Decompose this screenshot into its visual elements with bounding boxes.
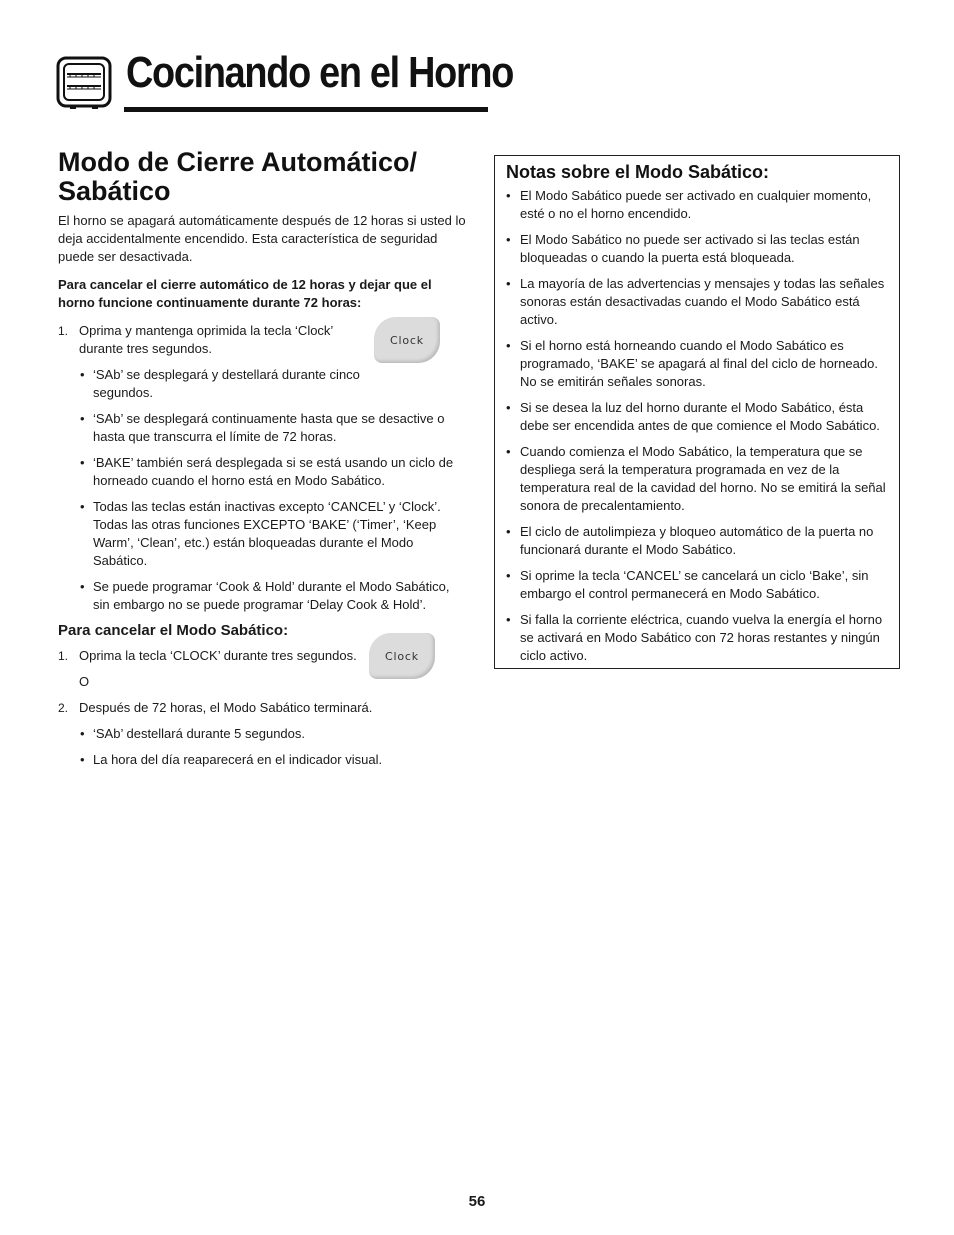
step-text: Después de 72 horas, el Modo Sabático terminará. (79, 700, 373, 715)
note-item: • Si se desea la luz del horno durante el Modo Sabático, ésta debe ser encendida antes de que comience el Modo Sabático. (506, 399, 887, 435)
cancel-auto-heading: Para cancelar el cierre automático de 12 horas y dejar que el horno funcione continuamente durante 72 horas: (58, 277, 432, 310)
list-item: • ‘SAb’ se desplegará continuamente hasta que se desactive o hasta que transcurra el límite de 72 horas. (58, 410, 466, 446)
cancel-step-1 (58, 647, 379, 665)
oven-icon (56, 56, 112, 110)
list-item: • La hora del día reaparecerá en el indicador visual. (58, 751, 466, 769)
notes-title: Notas sobre el Modo Sabático: (506, 162, 770, 182)
step-number: 2. (58, 701, 69, 715)
note-item: • La mayoría de las advertencias y mensajes y todas las señales sonoras están desactivadas cuando el Modo Sabático está activo. (506, 275, 887, 329)
list-item: • ‘BAKE’ también será desplegada si se está usando un ciclo de horneado cuando el horno está en Modo Sabático. (58, 454, 466, 490)
cancel-sabbath-heading: Para cancelar el Modo Sabático: (58, 622, 289, 639)
note-item: • El Modo Sabático no puede ser activado si las teclas están bloqueadas o cuando la puerta está bloqueada. (506, 231, 887, 267)
note-item: • Si falla la corriente eléctrica, cuando vuelva la energía el horno se activará en Modo Sabático con 72 horas restantes y ningún ciclo activo. (506, 611, 887, 665)
clock-key-button[interactable]: Clock (374, 317, 440, 363)
note-item: • Cuando comienza el Modo Sabático, la temperatura que se despliega será la temperatura programada en vez de la temperatura real de la cavidad del horno. No se emitirá la señal sonora de precalentamiento. (506, 443, 887, 515)
title-underline (124, 107, 488, 112)
note-item: • Si oprime la tecla ‘CANCEL’ se cancelará un ciclo ‘Bake’, sin embargo el control permanecerá en Modo Sabático. (506, 567, 887, 603)
step-number: 1. (58, 324, 69, 338)
cancel-step-2 (58, 699, 466, 717)
intro-text: El horno se apagará automáticamente después de 12 horas si usted lo deja accidentalmente encendido. Esta característica de seguridad puede ser desactivada. (58, 213, 466, 264)
step-number: 1. (58, 649, 69, 663)
list-item: • Se puede programar ‘Cook & Hold’ durante el Modo Sabático, sin embargo no se puede programar ‘Delay Cook & Hold’. (58, 578, 466, 614)
sabbath-mode-section (58, 148, 466, 777)
page-header (56, 48, 514, 114)
list-item: • ‘SAb’ se desplegará y destellará durante cinco segundos. (58, 366, 373, 402)
or-text: O (79, 674, 90, 689)
list-item: • Todas las teclas están inactivas excepto ‘CANCEL’ y ‘Clock’. Todas las otras funciones EXCEPTO ‘BAKE’ (‘Timer’, ‘Keep Warm’, ‘Clean’, etc.) están bloqueadas durante el Modo Sabático. (58, 498, 466, 570)
step-text: Oprima y mantenga oprimida la tecla ‘Clock’ durante tres segundos. (79, 323, 333, 356)
sabbath-notes-box (494, 155, 900, 669)
step-1 (58, 322, 369, 358)
note-item: • El ciclo de autolimpieza y bloqueo automático de la puerta no funcionará durante el Modo Sabático. (506, 523, 887, 559)
list-item: • ‘SAb’ destellará durante 5 segundos. (58, 725, 466, 743)
section-title: Modo de Cierre Automático/ Sabático (58, 147, 418, 206)
page-title: Cocinando en el Horno (126, 48, 514, 97)
clock-key-button[interactable]: Clock (369, 633, 435, 679)
step-text: Oprima la tecla ‘CLOCK’ durante tres segundos. (79, 648, 357, 663)
note-item: • Si el horno está horneando cuando el Modo Sabático es programado, ‘BAKE’ se apagará al final del ciclo de horneado. No se emitirán señales sonoras. (506, 337, 887, 391)
page-number: 56 (468, 1193, 486, 1210)
note-item: • El Modo Sabático puede ser activado en cualquier momento, esté o no el horno encendido. (506, 187, 887, 223)
